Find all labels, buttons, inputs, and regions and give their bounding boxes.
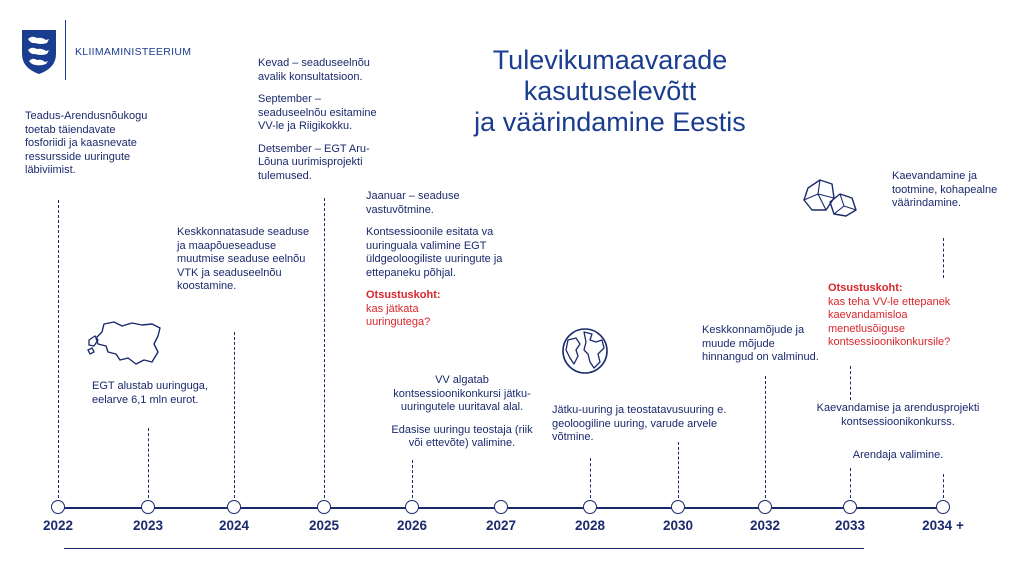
connector-2034-lower bbox=[943, 474, 944, 498]
decision-label-2026: Otsustuskoht: bbox=[366, 289, 441, 301]
connector-2024 bbox=[234, 332, 235, 498]
node-2026 bbox=[405, 500, 419, 514]
year-label-2026: 2026 bbox=[396, 518, 428, 533]
event-2032: Keskkonnamõjude ja muude mõjude hinnangud on valminud. bbox=[702, 324, 819, 363]
connector-2033-lower bbox=[850, 468, 851, 498]
logo-label: KLIIMAMINISTEERIUM bbox=[75, 46, 192, 58]
node-2030 bbox=[671, 500, 685, 514]
event-2025-september: September – seaduseelnõu esitamine VV-le ja Riigikokku. bbox=[258, 93, 377, 132]
node-2028 bbox=[583, 500, 597, 514]
event-2026 bbox=[366, 190, 506, 330]
year-label-2034-plus: 2034 + bbox=[922, 518, 964, 533]
event-2024: Keskkonnatasude seaduse ja maapõueseaduse muutmise seaduse eelnõu VTK ja seaduseelnõu koostamine. bbox=[177, 226, 310, 292]
decision-label-2033: Otsustuskoht: bbox=[828, 282, 903, 294]
year-label-2022: 2022 bbox=[42, 518, 74, 533]
decision-text-2033: kas teha VV-le ettepanek kaevandamisloa menetlusõiguse kontsessioonikonkursile? bbox=[828, 295, 951, 348]
event-2026-selection: Kontsessioonile esitata va uuringuala valimine EGT üldgeoloogiliste uuringute ja ettepaneku põhjal. bbox=[366, 226, 503, 279]
node-2034 bbox=[936, 500, 950, 514]
page-title bbox=[420, 45, 800, 138]
year-label-2033: 2033 bbox=[834, 518, 866, 533]
title-line-1: Tulevikumaavarade kasutuselevõtt bbox=[492, 45, 728, 106]
event-2025-december: Detsember – EGT Aru-Lõuna uurimisprojekti tulemused. bbox=[258, 142, 370, 182]
event-2023: EGT alustab uuringuga, eelarve 6,1 mln eurot. bbox=[92, 380, 208, 406]
connector-2028 bbox=[590, 458, 591, 498]
event-2025-spring: Kevad – seaduseelnõu avalik konsultatsioon. bbox=[258, 57, 370, 83]
node-2032 bbox=[758, 500, 772, 514]
connector-2022 bbox=[58, 200, 59, 498]
connector-2032 bbox=[765, 376, 766, 498]
connector-2033 bbox=[850, 366, 851, 400]
estonia-map-icon bbox=[86, 318, 164, 368]
event-2027-competition: VV algatab kontsessioonikonkursi jätku-uuringutele uuritaval alal. bbox=[393, 374, 531, 413]
node-2027 bbox=[494, 500, 508, 514]
title-line-2: ja väärindamine Eestis bbox=[474, 107, 746, 137]
node-2033 bbox=[843, 500, 857, 514]
year-label-2027: 2027 bbox=[485, 518, 517, 533]
connector-2034 bbox=[943, 238, 944, 278]
globe-icon bbox=[560, 326, 610, 376]
connector-2023 bbox=[148, 428, 149, 498]
connector-2025 bbox=[324, 198, 325, 498]
bottom-rule bbox=[64, 548, 864, 549]
node-2022 bbox=[51, 500, 65, 514]
connector-2026 bbox=[412, 460, 413, 498]
event-2027 bbox=[386, 374, 538, 451]
year-label-2023: 2023 bbox=[132, 518, 164, 533]
year-label-2025: 2025 bbox=[308, 518, 340, 533]
event-2026-january: Jaanuar – seaduse vastuvõtmine. bbox=[366, 190, 460, 216]
decision-text-2026: kas jätkata uuringutega? bbox=[366, 302, 431, 328]
node-2023 bbox=[141, 500, 155, 514]
event-2033-competition: Kaevandamise ja arendusprojekti kontsessioonikonkurss. bbox=[816, 402, 980, 428]
year-label-2024: 2024 bbox=[218, 518, 250, 533]
logo-divider bbox=[65, 20, 66, 80]
coat-of-arms-icon bbox=[20, 28, 58, 76]
rocks-icon bbox=[800, 176, 860, 220]
node-2024 bbox=[227, 500, 241, 514]
event-2033-decision bbox=[828, 282, 978, 350]
year-label-2030: 2030 bbox=[662, 518, 694, 533]
event-2022: Teadus-Arendusnõukogu toetab täiendavate fosforiidi ja kaasnevate ressursside uuringute läbiviimist. bbox=[25, 110, 148, 176]
event-2033-developer: Arendaja valimine. bbox=[852, 449, 944, 461]
event-2028: Jätku-uuring ja teostatavusuuring e. geoloogiline uuring, varude arvele võtmine. bbox=[552, 404, 727, 443]
event-2033 bbox=[808, 402, 988, 463]
node-2025 bbox=[317, 500, 331, 514]
year-label-2028: 2028 bbox=[574, 518, 606, 533]
event-2034: Kaevandamine ja tootmine, kohapealne väärindamine. bbox=[892, 170, 998, 209]
event-2027-selection: Edasise uuringu teostaja (riik või ettevõte) valimine. bbox=[391, 423, 533, 449]
event-2025 bbox=[258, 57, 388, 192]
connector-2030 bbox=[678, 442, 679, 498]
year-label-2032: 2032 bbox=[749, 518, 781, 533]
